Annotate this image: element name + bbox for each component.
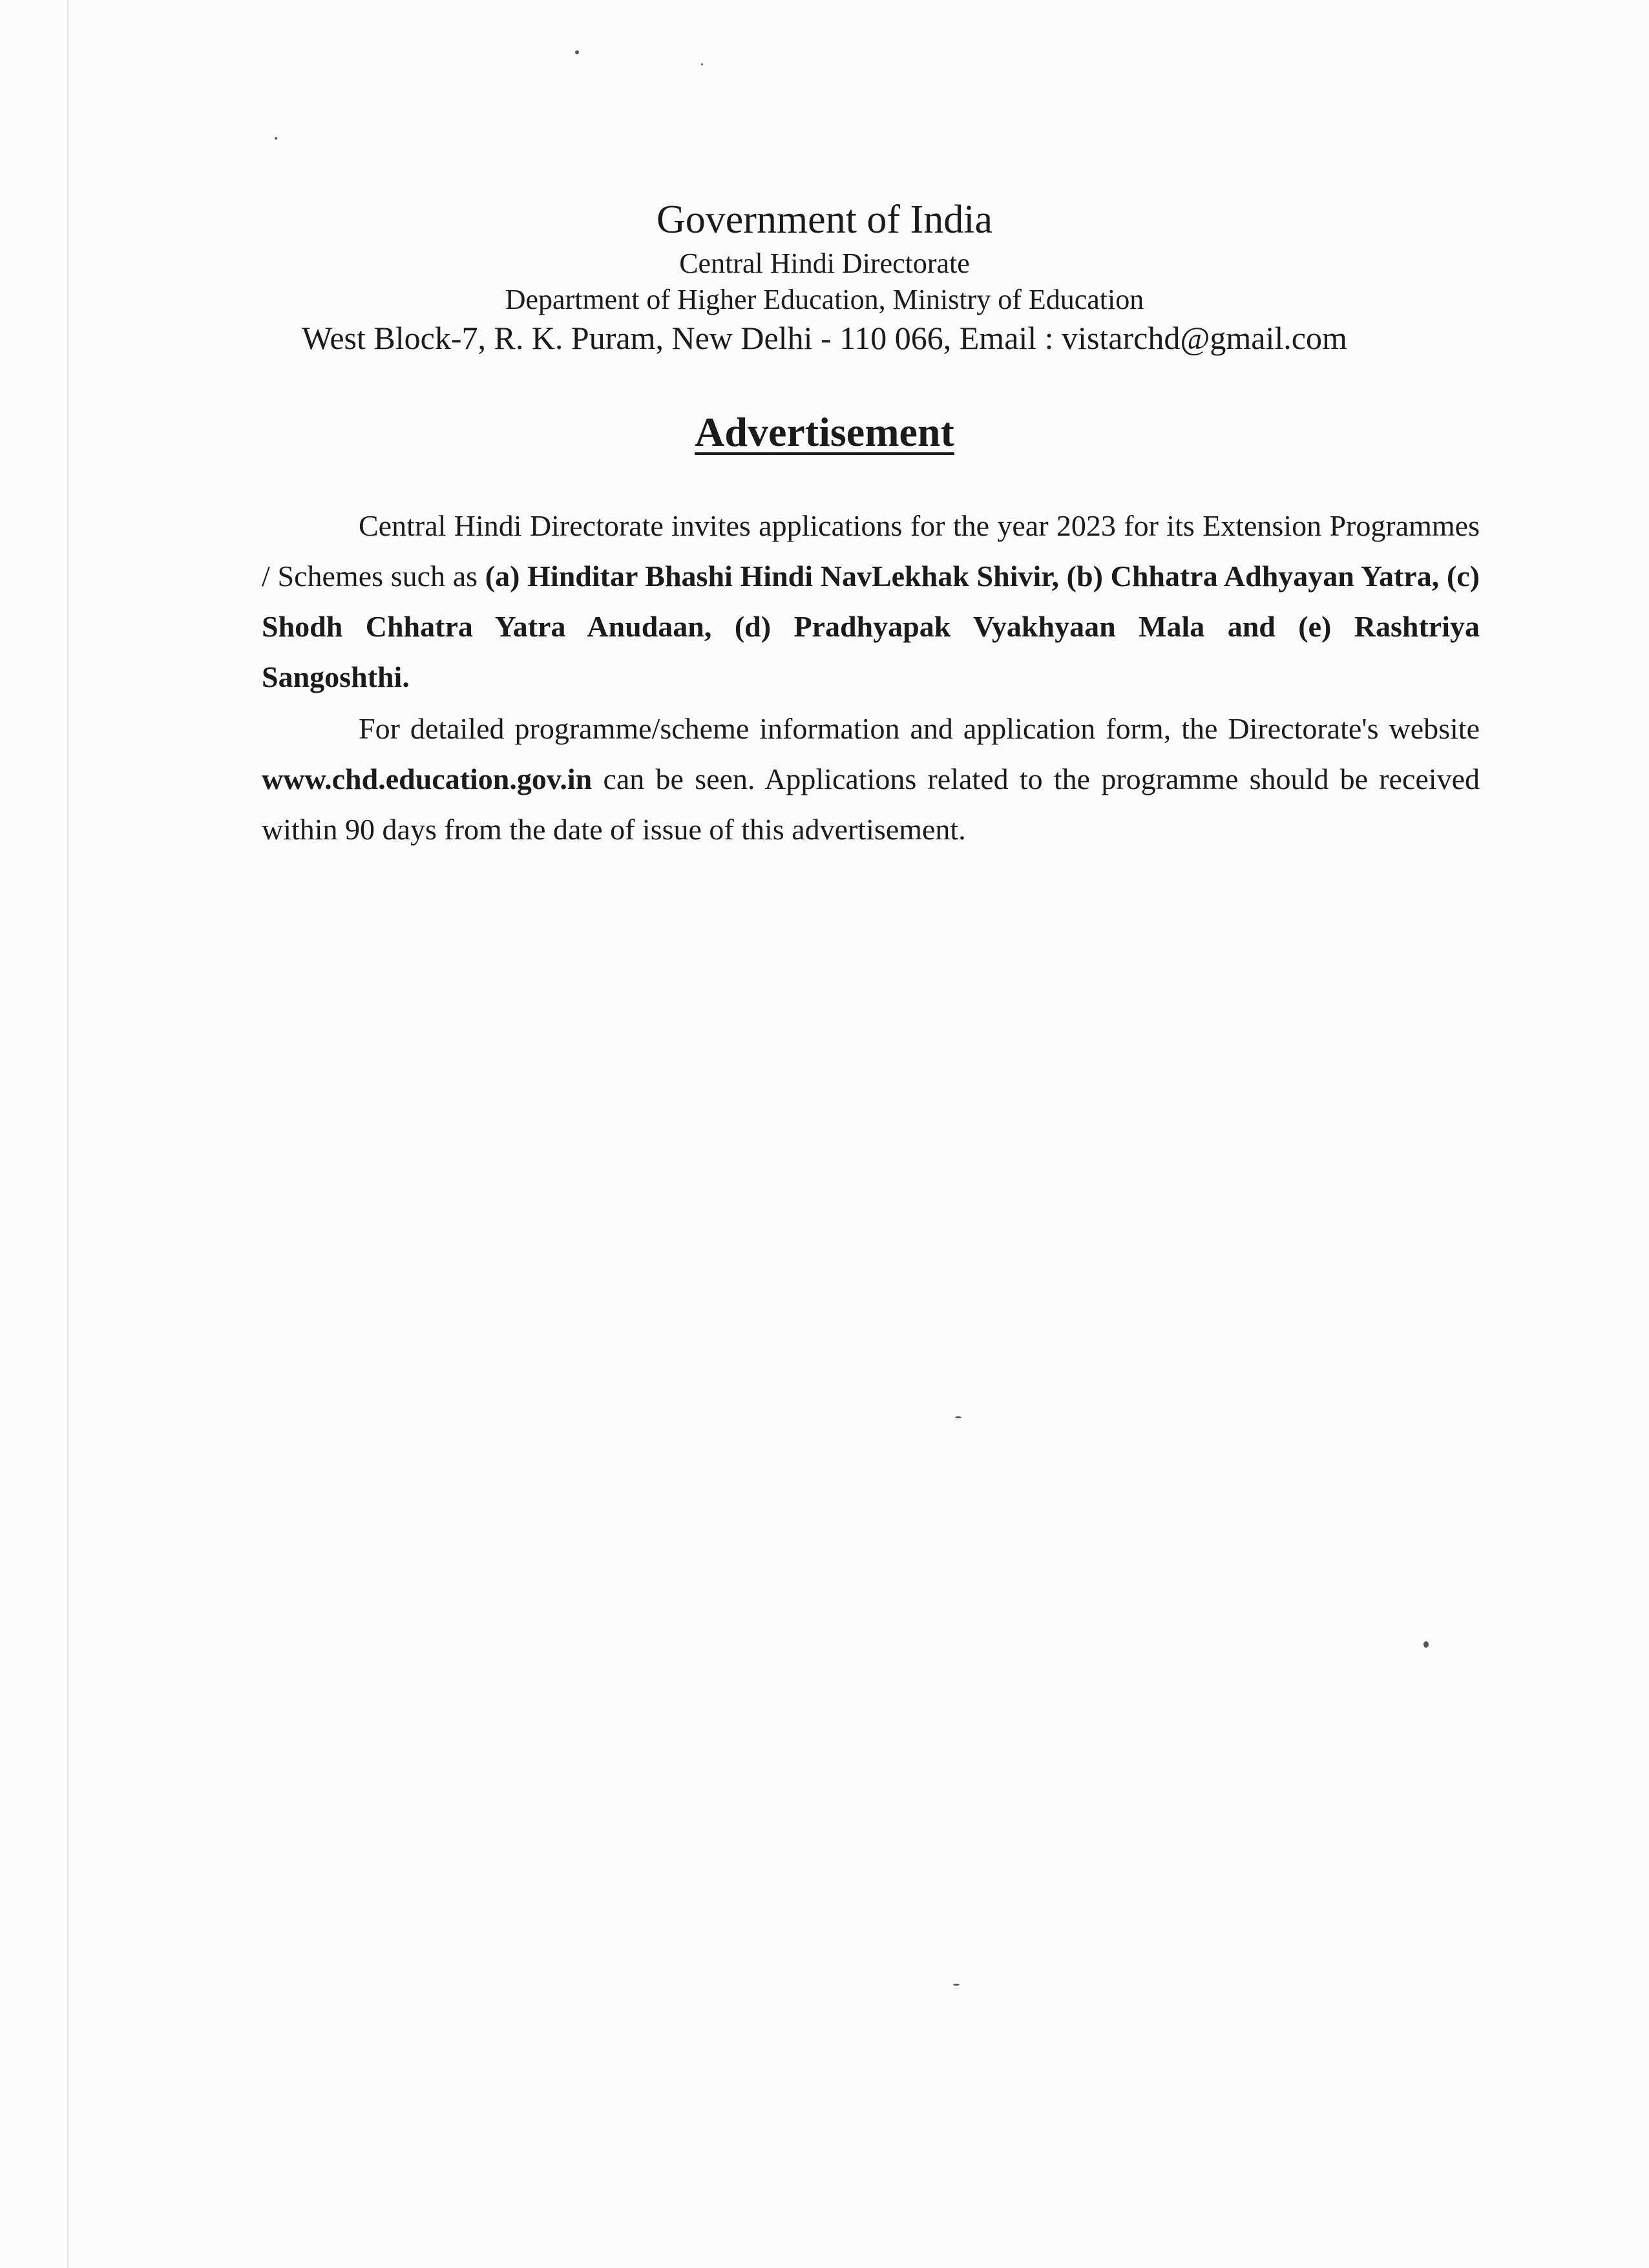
details-intro: For detailed programme/scheme information and application form, the Directorate's website: [359, 712, 1480, 745]
scan-speck: [275, 137, 277, 140]
paragraph-details: [262, 704, 1480, 855]
scan-speck: [953, 1984, 960, 1986]
scan-speck: [701, 63, 703, 65]
schemes-intro: Central Hindi Directorate invites applications for the year 2023 for its Extension Programmes / Schemes such as: [262, 509, 1480, 593]
scan-speck: [955, 1416, 961, 1418]
department-name: Department of Higher Education, Ministry of Education: [505, 284, 1144, 315]
letterhead: [0, 194, 1649, 358]
details-deadline: can be seen. Applications related to the programme should be received within 90 days from the date of issue of this advertisement.: [262, 762, 1480, 846]
paragraph-schemes: [262, 501, 1480, 702]
advertisement-body: [262, 501, 1480, 856]
scan-speck: [575, 50, 579, 54]
website-link: www.chd.education.gov.in: [262, 762, 593, 795]
government-title: Government of India: [656, 198, 993, 242]
directorate-name: Central Hindi Directorate: [679, 247, 970, 279]
address-line: West Block-7, R. K. Puram, New Delhi - 110 066, Email : vistarchd@gmail.com: [302, 320, 1347, 356]
advertisement-heading: Advertisement: [695, 409, 954, 455]
schemes-list: (a) Hinditar Bhashi Hindi NavLekhak Shivir, (b) Chhatra Adhyayan Yatra, (c) Shodh Chhatra Yatra Anudaan, (d) Pradhyapak Vyakhyaan Mala and (e) Rashtriya Sangoshthi.: [262, 560, 1480, 693]
scan-speck: [1423, 1641, 1429, 1648]
